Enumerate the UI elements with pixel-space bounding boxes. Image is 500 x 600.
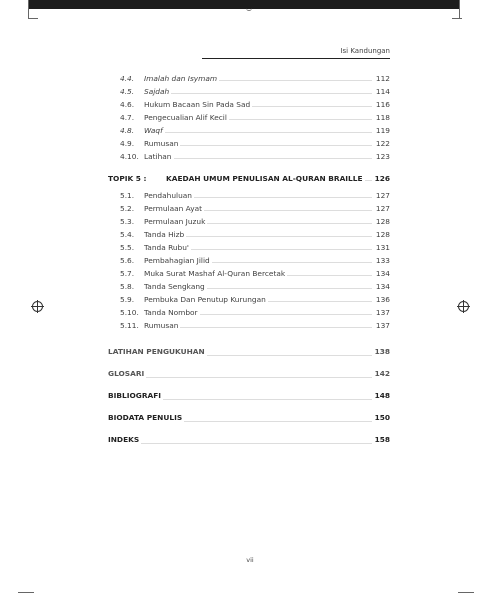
entry-number: 5.8. [120, 282, 135, 291]
page-number: vii [246, 556, 254, 564]
entry-number: 4.10. [120, 152, 139, 161]
entry-title: INDEKS [108, 435, 140, 444]
dot-leader [163, 399, 372, 400]
entry-page: 134 [375, 269, 390, 278]
entry-title: Tanda Sengkang [144, 282, 205, 291]
entry-page: 128 [375, 230, 390, 239]
toc-entry [108, 293, 390, 306]
dot-leader [204, 210, 372, 211]
entry-number: 5.11. [120, 321, 139, 330]
entry-page: 123 [375, 152, 390, 161]
crop-mark-top-left-v [28, 0, 29, 18]
crop-mark-top-right-v [459, 0, 460, 18]
toc-entry [108, 254, 390, 267]
dot-leader [207, 223, 372, 224]
toc-entry [108, 280, 390, 293]
entry-title: Waqf [144, 126, 163, 135]
toc-entry [108, 111, 390, 124]
toc-top-entry [108, 431, 390, 448]
toc-entry [108, 124, 390, 137]
entry-number: 4.7. [120, 113, 135, 122]
table-of-contents [108, 72, 390, 448]
toc-entry [108, 228, 390, 241]
toc-entry [108, 319, 390, 332]
dot-leader [287, 275, 372, 276]
entry-page: 119 [375, 126, 390, 135]
dot-leader [165, 132, 372, 133]
entry-title: Tanda Rubu' [144, 243, 189, 252]
entry-title: Pembuka Dan Penutup Kurungan [144, 295, 266, 304]
toc-entry [108, 215, 390, 228]
entry-title: BIBLIOGRAFI [108, 391, 162, 400]
dot-leader [252, 106, 372, 107]
entry-number: 4.4. [120, 74, 135, 83]
topic-page: 126 [374, 174, 390, 183]
top-registration-tick [246, 7, 252, 11]
toc-entry [108, 306, 390, 319]
running-header: Isi Kandungan [340, 47, 390, 55]
entry-page: 114 [375, 87, 390, 96]
toc-entry [108, 150, 390, 163]
entry-title: Latihan [144, 152, 172, 161]
toc-top-entry [108, 343, 390, 360]
entry-title: Permulaan Ayat [144, 204, 203, 213]
entry-title: GLOSARI [108, 369, 145, 378]
toc-entry [108, 267, 390, 280]
dot-leader [171, 93, 372, 94]
entry-title: Sajdah [144, 87, 170, 96]
crop-mark-bottom-right-h [458, 592, 474, 593]
entry-page: 128 [375, 217, 390, 226]
toc-top-entry [108, 387, 390, 404]
entry-page: 112 [375, 74, 390, 83]
toc-entry [108, 72, 390, 85]
toc-entry [108, 202, 390, 215]
dot-leader [219, 80, 372, 81]
dot-leader [194, 197, 372, 198]
entry-title: Pembahagian Jilid [144, 256, 210, 265]
entry-page: 150 [374, 413, 390, 422]
entry-number: 5.9. [120, 295, 135, 304]
entry-number: 5.1. [120, 191, 135, 200]
entry-number: 4.6. [120, 100, 135, 109]
entry-title: Pendahuluan [144, 191, 192, 200]
dot-leader [365, 180, 372, 181]
dot-leader [180, 145, 372, 146]
entry-page: 137 [375, 308, 390, 317]
registration-mark-left [32, 301, 43, 312]
entry-page: 142 [374, 369, 390, 378]
dot-leader [200, 314, 372, 315]
dot-leader [268, 301, 372, 302]
dot-leader [174, 158, 373, 159]
entry-number: 5.6. [120, 256, 135, 265]
dot-leader [191, 249, 372, 250]
entry-title: Muka Surat Mashaf Al-Quran Bercetak [144, 269, 286, 278]
entry-title: Rumusan [144, 139, 179, 148]
entry-page: 136 [375, 295, 390, 304]
crop-mark-bottom-left-h [18, 592, 34, 593]
entry-page: 134 [375, 282, 390, 291]
entry-page: 127 [375, 191, 390, 200]
dot-leader [207, 288, 372, 289]
entry-page: 127 [375, 204, 390, 213]
topic-label: TOPIK 5 : [108, 174, 147, 183]
topic-title: KAEDAH UMUM PENULISAN AL-QURAN BRAILLE [166, 174, 363, 183]
entry-number: 5.3. [120, 217, 135, 226]
entry-page: 118 [375, 113, 390, 122]
entry-number: 5.5. [120, 243, 135, 252]
toc-entry [108, 85, 390, 98]
dot-leader [180, 327, 372, 328]
entry-page: 133 [375, 256, 390, 265]
entry-page: 131 [375, 243, 390, 252]
entry-number: 4.5. [120, 87, 135, 96]
entry-title: Pengecualian Alif Kecil [144, 113, 227, 122]
entry-page: 138 [374, 347, 390, 356]
toc-top-entry [108, 409, 390, 426]
toc-entry [108, 98, 390, 111]
top-dark-bar [28, 0, 460, 9]
entry-title: BIODATA PENULIS [108, 413, 183, 422]
registration-mark-right [458, 301, 469, 312]
crop-mark-top-right-h [452, 18, 462, 19]
dot-leader [229, 119, 372, 120]
entry-page: 116 [375, 100, 390, 109]
entry-title: LATIHAN PENGUKUHAN [108, 347, 205, 356]
entry-title: Tanda Nombor [144, 308, 198, 317]
entry-page: 148 [374, 391, 390, 400]
crop-mark-top-left-h [28, 18, 38, 19]
entry-number: 5.4. [120, 230, 135, 239]
dot-leader [141, 443, 372, 444]
entry-page: 158 [374, 435, 390, 444]
entry-number: 4.8. [120, 126, 135, 135]
toc-top-entry [108, 365, 390, 382]
entry-page: 122 [375, 139, 390, 148]
dot-leader [146, 377, 372, 378]
entry-title: Hukum Bacaan Sin Pada Sad [144, 100, 251, 109]
toc-entry [108, 137, 390, 150]
dot-leader [184, 421, 372, 422]
header-rule [202, 58, 390, 59]
toc-entry [108, 241, 390, 254]
dot-leader [186, 236, 372, 237]
toc-topic-heading [108, 172, 390, 185]
toc-entry [108, 189, 390, 202]
entry-number: 5.7. [120, 269, 135, 278]
entry-title: Tanda Hizb [144, 230, 185, 239]
entry-number: 4.9. [120, 139, 135, 148]
entry-number: 5.10. [120, 308, 139, 317]
entry-title: Imalah dan Isymam [144, 74, 218, 83]
dot-leader [212, 262, 372, 263]
dot-leader [207, 355, 372, 356]
entry-title: Rumusan [144, 321, 179, 330]
entry-number: 5.2. [120, 204, 135, 213]
entry-page: 137 [375, 321, 390, 330]
entry-title: Permulaan Juzuk [144, 217, 206, 226]
